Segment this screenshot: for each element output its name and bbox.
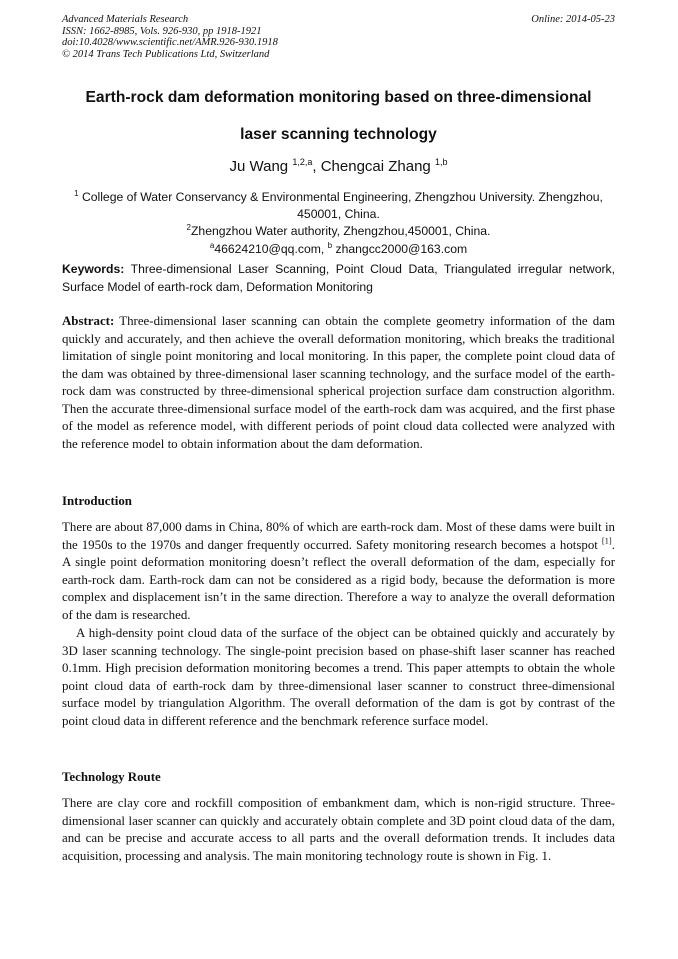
- affiliation-text: Zhengzhou Water authority, Zhengzhou,450001, China.: [190, 224, 491, 238]
- citation-ref: [1]: [601, 535, 612, 546]
- introduction-paragraph-2: A high-density point cloud data of the surface of the object can be obtained quickly and accurately by 3D laser scanning technology. The single-point precision based on phase-shift laser scanner has reached 0.1mm. High precision deformation monitoring becomes a trend. This paper attempts to obtain the whole point cloud data of earth-rock dam by three-dimensional laser scanner to construct three-dimensional surface model by triangulation Algorithm. The overall deformation of the dam is got by contrast of the point cloud data in different reference and the benchmark reference surface model.: [62, 626, 615, 728]
- affiliation-1: [62, 190, 615, 204]
- author-name: Chengcai Zhang: [320, 158, 431, 175]
- technology-route-paragraph-1: There are clay core and rockfill composition of embankment dam, which is non-rigid structure. Three-dimensional laser scanner can quickly and accurately obtain complete and 3D point cloud data of the dam, and can be precise and accurate access to all parts and the overall deformation trends. It includes data acquisition, processing and analysis. The main monitoring technology route is shown in Fig. 1.: [62, 796, 615, 863]
- section-heading-technology-route: Technology Route: [62, 770, 161, 784]
- abstract-text: Three-dimensional laser scanning can obtain the complete geometry information of the dam quickly and accurately, and then achieve the overall deformation monitoring, which breaks the traditional limitation of single point monitoring and local monitoring. In this paper, the complete point cloud data of the dam was obtained by three-dimensional laser scanning technology, and the surface model of the earth-rock dam was constructed by three-dimensional spherical projection surface dam construction algorithm. Then the accurate three-dimensional surface model of the earth-rock dam was acquired, and the first phase of the model as reference model, with different periods of point cloud data collected were analyzed with the reference model to obtain information about the dam deformation.: [62, 314, 615, 451]
- keywords-block: [62, 260, 615, 296]
- author-emails: [62, 242, 615, 256]
- online-date: Online: 2014-05-23: [531, 14, 615, 25]
- author-name: Ju Wang: [229, 158, 289, 175]
- paper-title-line-1: Earth-rock dam deformation monitoring based on three-dimensional: [85, 89, 592, 106]
- doi-line: doi:10.4028/www.scientific.net/AMR.926-930.1918: [62, 37, 278, 48]
- affiliation-mark: 2: [186, 222, 191, 232]
- journal-name: Advanced Materials Research: [62, 14, 189, 25]
- author-list: Ju Wang $^{1,2,a}$, Chengcai Zhang $^{1,b}$: [229, 157, 448, 175]
- paragraph-text: . A single point deformation monitoring doesn’t reflect the overall deformation of the dam, especially for earth-rock dam. Earth-rock dam can not be considered as a rigid body, because the deformation is more complex and displacement isn’t in the same direction. Therefore a way to analyze the overall deformation of the dam is researched.: [62, 537, 615, 622]
- abstract-label: Abstract:: [62, 314, 115, 328]
- affiliation-text: College of Water Conservancy & Environmental Engineering, Zhengzhou University. Zhengzhou,: [81, 190, 603, 204]
- affiliation-mark: 1: [74, 188, 79, 198]
- paper-title-line-2: laser scanning technology: [240, 126, 437, 143]
- keywords-label: Keywords:: [62, 262, 125, 276]
- affiliation-2: [62, 224, 615, 238]
- email-b: zhangcc2000@163.com: [335, 242, 468, 256]
- issn-line: ISSN: 1662-8985, Vols. 926-930, pp 1918-1921: [62, 25, 262, 37]
- keywords-text: Three-dimensional Laser Scanning, Point Cloud Data, Triangulated irregular network, Surface Model of earth-rock dam, Deformation Monitoring: [62, 262, 616, 294]
- paragraph-text: There are about 87,000 dams in China, 80% of which are earth-rock dam. Most of these dams were built in the 1950s to the 1970s and danger frequently occurred. Safety monitoring research becomes a hotspot: [62, 520, 615, 552]
- author-affiliation-mark: 1,2,a: [292, 157, 313, 167]
- section-heading-introduction: Introduction: [62, 494, 132, 508]
- author-affiliation-mark: 1,b: [434, 157, 448, 167]
- abstract-block: [62, 313, 615, 453]
- affiliation-1-continued: 450001, China.: [297, 207, 380, 221]
- email-mark: a: [209, 240, 215, 250]
- journal-header: [62, 14, 615, 60]
- email-mark: b: [327, 240, 333, 250]
- introduction-paragraph-1: [62, 519, 615, 624]
- email-a: 46624210@qq.com,: [214, 242, 325, 256]
- copyright-line: © 2014 Trans Tech Publications Ltd, Switzerland: [62, 48, 270, 60]
